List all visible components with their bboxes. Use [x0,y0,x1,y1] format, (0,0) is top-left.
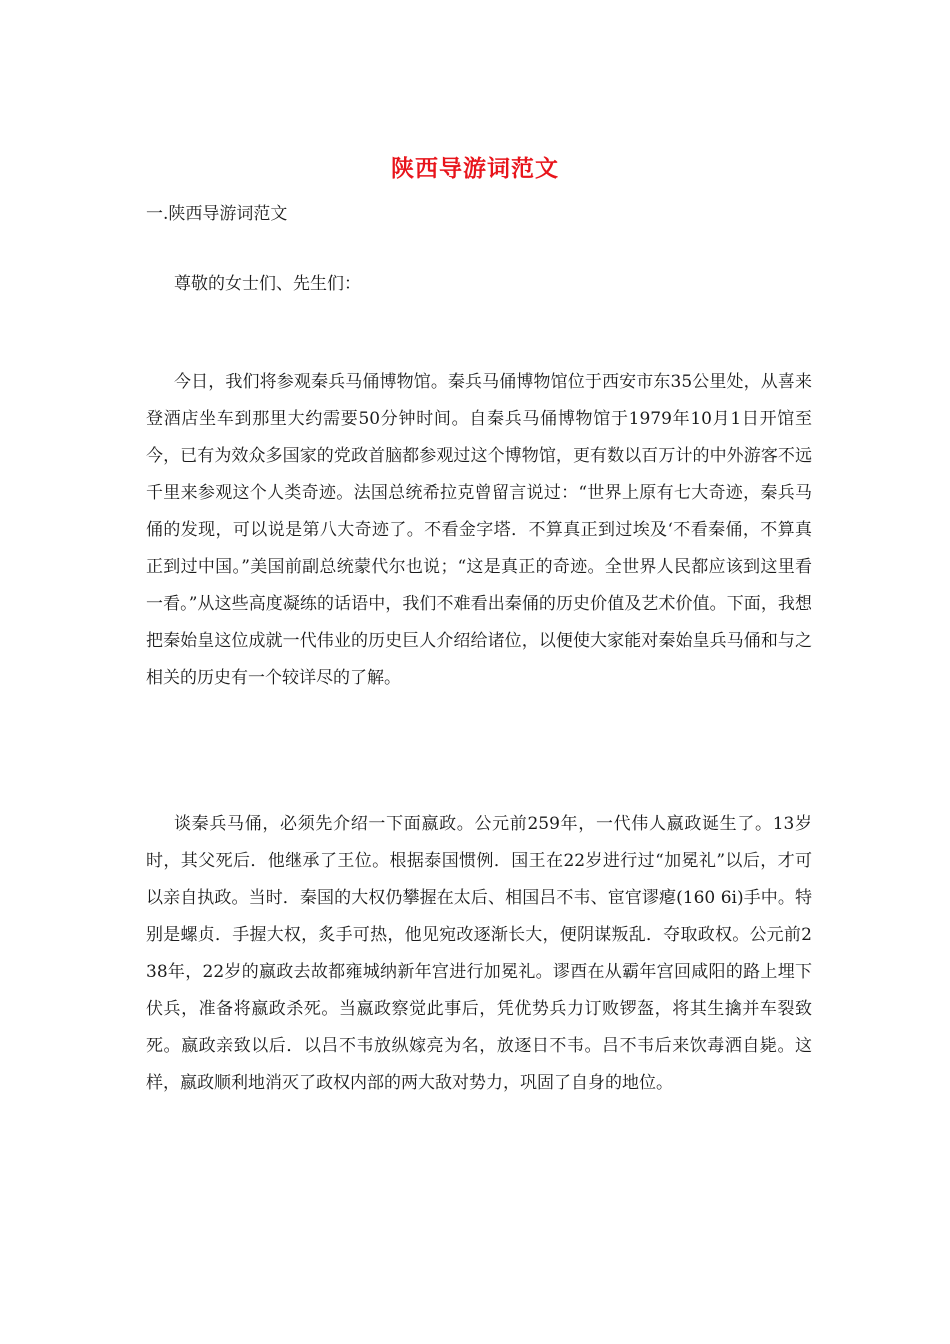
body-paragraph: 谈秦兵马俑，必须先介绍一下面嬴政。公元前259年，一代伟人嬴政诞生了。13岁时，其父死后．他继承了王位。根据泰国惯例．国王在22岁进行过“加冕礼”以后，才可以亲自执政。当时．秦国的大权仍攀握在太后、相国吕不韦、宦官谬瘪(160 6i)手中。特别是螺贞．手握大权，炙手可热，他见宛改逐渐长大，便阴谋叛乱．夺取政权。公元前238年，22岁的嬴政去故都雍城纳新年宫进行加冕礼。谬酉在从霸年宫回咸阳的路上埋下伏兵，准备将嬴政杀死。当嬴政察觉此事后，凭优势兵力订败锣盔，将其生擒并车裂致死。嬴政亲致以后．以吕不韦放纵嫁亮为名，放逐日不韦。吕不韦后来饮毒洒自毙。这样，嬴政顺利地消灭了政权内部的两大敌对势力，巩固了自身的地位。 [146,814,812,1093]
greeting-line: 尊敬的女士们、先生们： [174,274,361,294]
section-heading: 一.陕西导游词范文 [146,204,288,224]
body-paragraph: 今日，我们将参观秦兵马俑博物馆。秦兵马俑博物馆位于西安市东35公里处，从喜来登酒店坐车到那里大约需要50分钟时间。自秦兵马俑博物馆于1979年10月1日开馆至今，已有为效众多国家的党政首脑都参观过这个博物馆，更有数以百万计的中外游客不远千里来参观这个人类奇迹。法国总统希拉克曾留言说过：“世界上原有七大奇迹，秦兵马俑的发现，可以说是第八大奇迹了。不看金字塔．不算真正到过埃及‘不看秦俑，不算真正到过中国。”美国前副总统蒙代尔也说；“这是真正的奇迹。全世界人民都应该到这里看一看。”从这些高度凝练的话语中，我们不难看出秦俑的历史价值及艺术价值。下面，我想把秦始皇这位成就一代伟业的历史巨人介绍给诸位，以便使大家能对秦始皇兵马俑和与之相关的历史有一个较详尽的了解。 [146,372,812,688]
document-title: 陕西导游词范文 [391,155,559,182]
